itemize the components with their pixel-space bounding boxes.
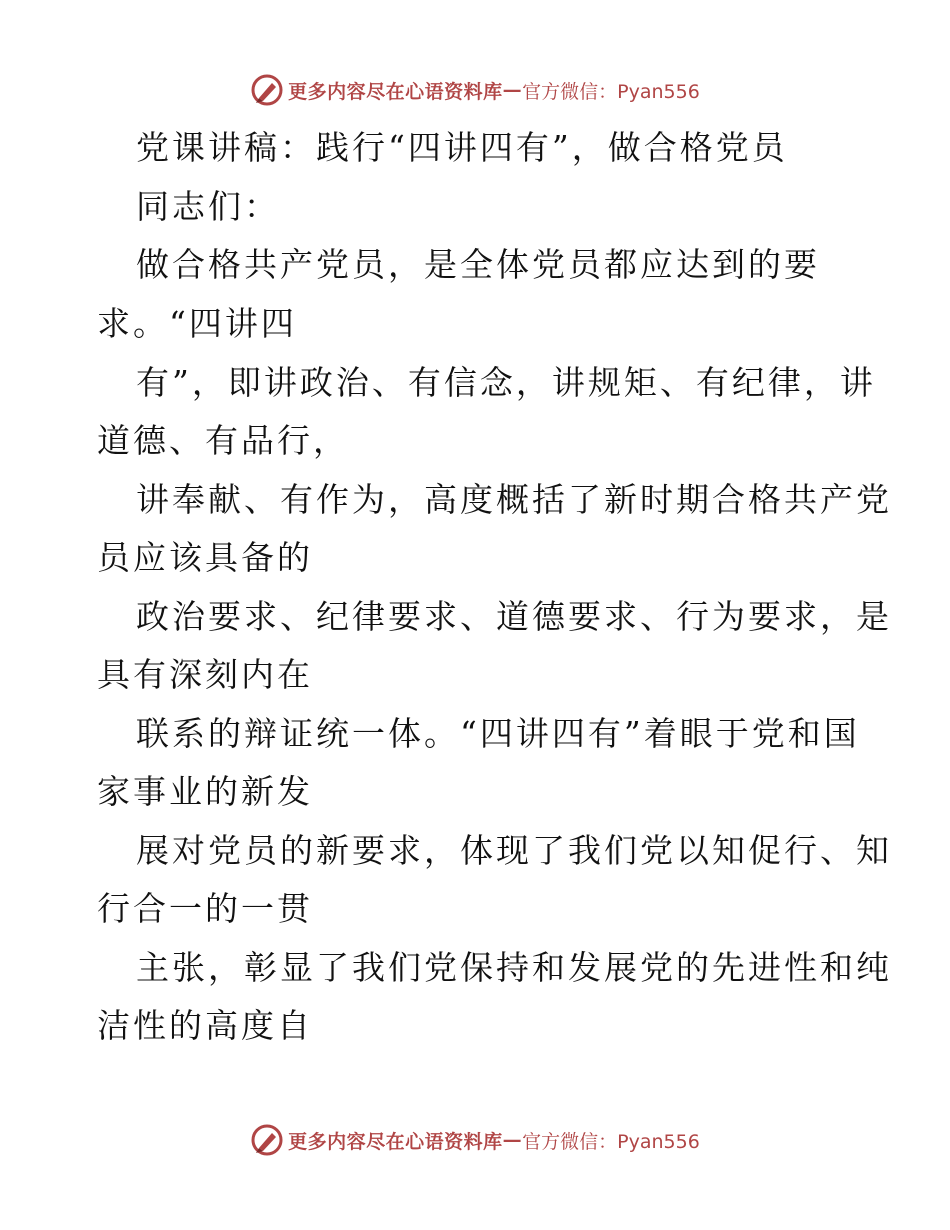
text-line: 展对党员的新要求，体现了我们党以知促行、知 — [136, 831, 892, 870]
pen-logo-icon — [250, 1123, 284, 1157]
watermark-text: 更多内容尽在心语资料库 — [288, 80, 503, 103]
document-title: 党课讲稿：践行“四讲四有”，做合格党员 — [136, 128, 788, 167]
watermark-dash: — — [502, 79, 523, 101]
text-line: 员应该具备的 — [97, 538, 313, 577]
text-line: 讲奉献、有作为，高度概括了新时期合格共产党 — [136, 480, 892, 519]
text-line: 求。“四讲四 — [97, 304, 297, 343]
watermark-wechat: 官方微信：Pyan556 — [522, 80, 700, 103]
text-line: 行合一的一贯 — [97, 889, 313, 928]
text-line: 道德、有品行， — [97, 421, 349, 460]
text-line: 洁性的高度自 — [97, 1006, 313, 1045]
text-line: 有”，即讲政治、有信念，讲规矩、有纪律，讲 — [136, 363, 876, 402]
text-line: 主张，彰显了我们党保持和发展党的先进性和纯 — [136, 948, 892, 987]
footer-watermark — [0, 1120, 950, 1160]
watermark-text: 更多内容尽在心语资料库 — [288, 1130, 503, 1153]
text-line: 家事业的新发 — [97, 772, 313, 811]
watermark-wechat: 官方微信：Pyan556 — [522, 1130, 700, 1153]
text-line: 政治要求、纪律要求、道德要求、行为要求，是 — [136, 597, 892, 636]
greeting: 同志们： — [136, 187, 280, 226]
header-watermark — [0, 70, 950, 110]
watermark-dash: — — [502, 1129, 523, 1151]
text-line: 做合格共产党员，是全体党员都应达到的要 — [136, 245, 820, 284]
text-line: 联系的辩证统一体。“四讲四有”着眼于党和国 — [136, 714, 860, 753]
text-line: 具有深刻内在 — [97, 655, 313, 694]
pen-logo-icon — [250, 73, 284, 107]
